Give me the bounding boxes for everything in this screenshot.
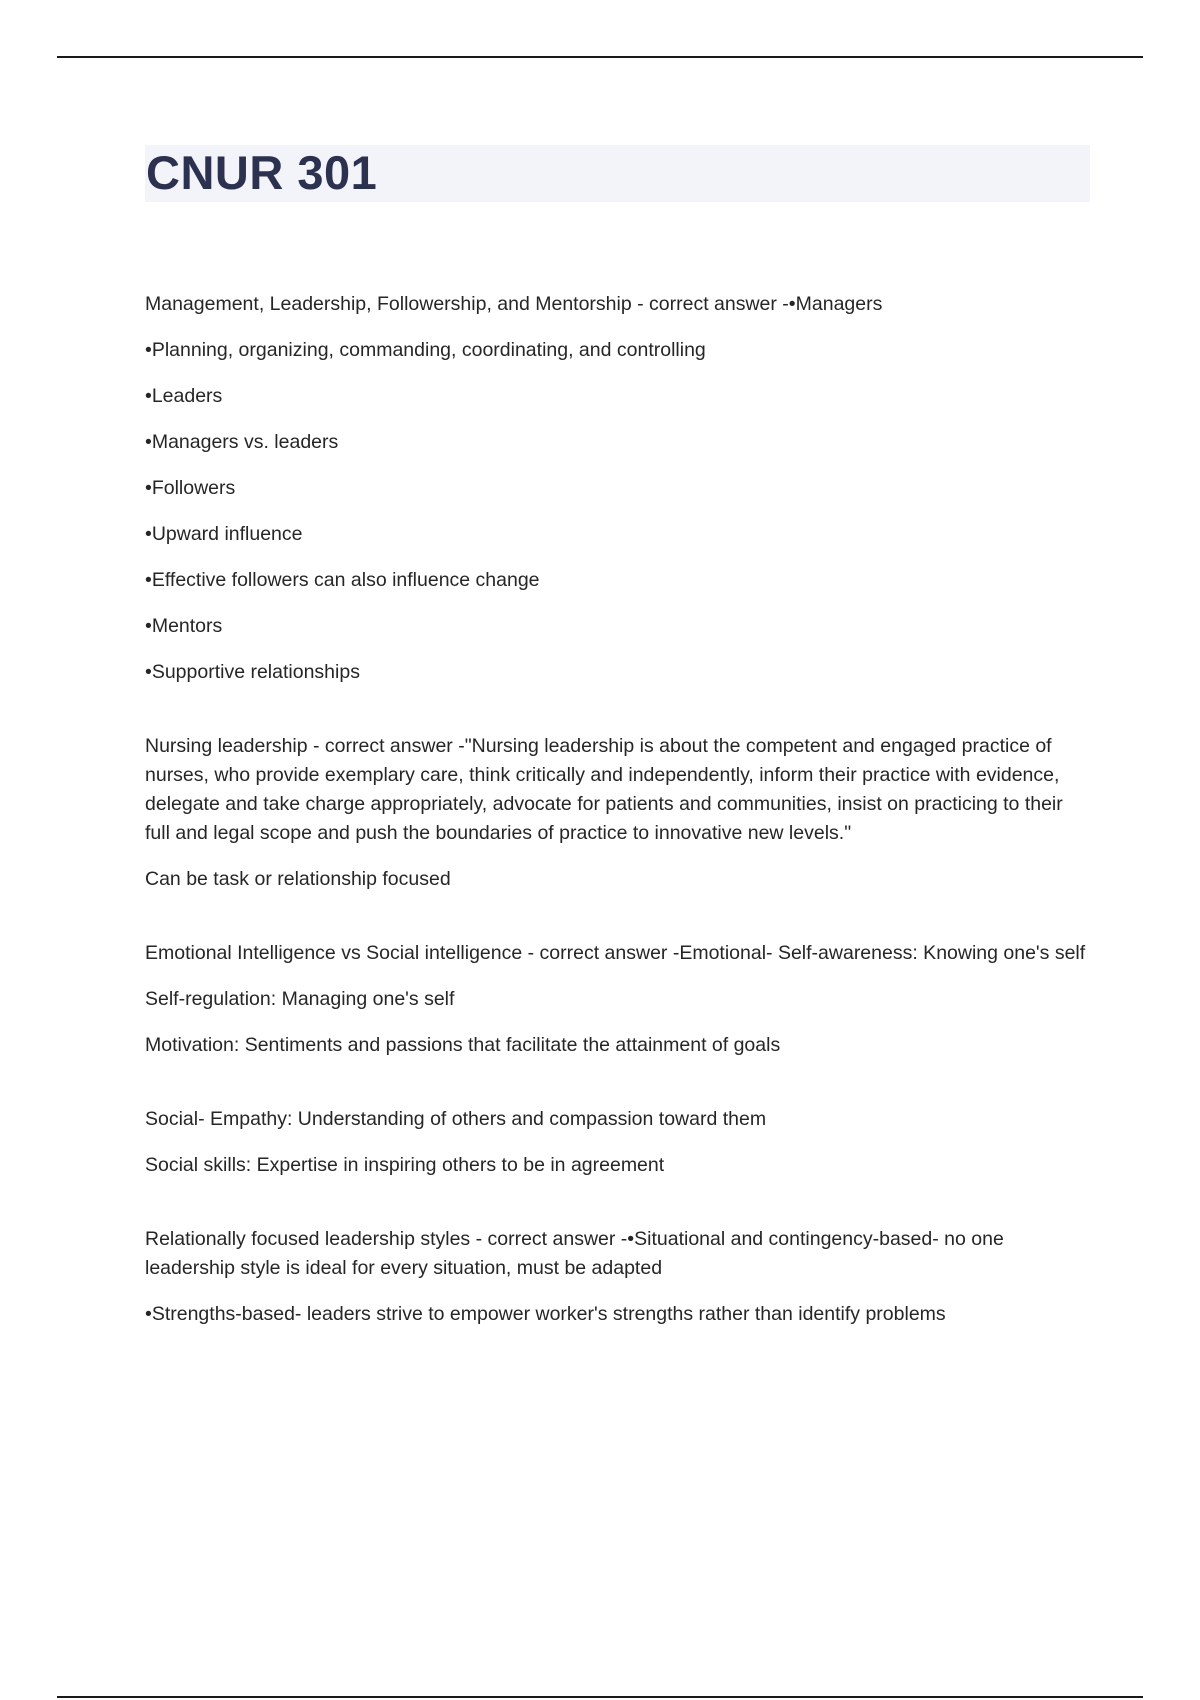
paragraph: Social skills: Expertise in inspiring others to be in agreement xyxy=(145,1154,665,1176)
paragraph: Motivation: Sentiments and passions that facilitate the attainment of goals xyxy=(145,1034,781,1056)
paragraph: •Mentors xyxy=(145,615,223,637)
top-rule xyxy=(57,56,1143,58)
paragraph: •Supportive relationships xyxy=(145,661,360,683)
paragraph: Self-regulation: Managing one's self xyxy=(145,988,455,1010)
paragraph: Emotional Intelligence vs Social intelligence - correct answer -Emotional- Self-awareness: Knowing one's self xyxy=(145,942,1086,964)
paragraph: •Followers xyxy=(145,477,236,499)
bottom-rule xyxy=(57,1696,1143,1698)
document-title: CNUR 301 xyxy=(146,146,378,199)
paragraph: •Leaders xyxy=(145,385,223,407)
paragraph: •Strengths-based- leaders strive to empower worker's strengths rather than identify problems xyxy=(145,1303,946,1325)
paragraph: •Upward influence xyxy=(145,523,303,545)
paragraph: •Planning, organizing, commanding, coordinating, and controlling xyxy=(145,339,706,361)
paragraph: Can be task or relationship focused xyxy=(145,868,451,890)
paragraph: •Effective followers can also influence change xyxy=(145,569,540,591)
paragraph: Relationally focused leadership styles - correct answer -•Situational and contingency-based- no one leadership style is ideal for every situation, must be adapted xyxy=(145,1228,1004,1279)
paragraph: Social- Empathy: Understanding of others and compassion toward them xyxy=(145,1108,767,1130)
document-body xyxy=(145,290,1090,1346)
paragraph: •Managers vs. leaders xyxy=(145,431,339,453)
paragraph: Nursing leadership - correct answer -"Nursing leadership is about the competent and engaged practice of nurses, who provide exemplary care, think critically and independently, inform their practice with evidence, delegate and take charge appropriately, advocate for patients and communities, insist on practicing to their full and legal scope and push the boundaries of practice to innovative new levels." xyxy=(145,735,1063,844)
paragraph: Management, Leadership, Followership, and Mentorship - correct answer -•Managers xyxy=(145,293,883,315)
